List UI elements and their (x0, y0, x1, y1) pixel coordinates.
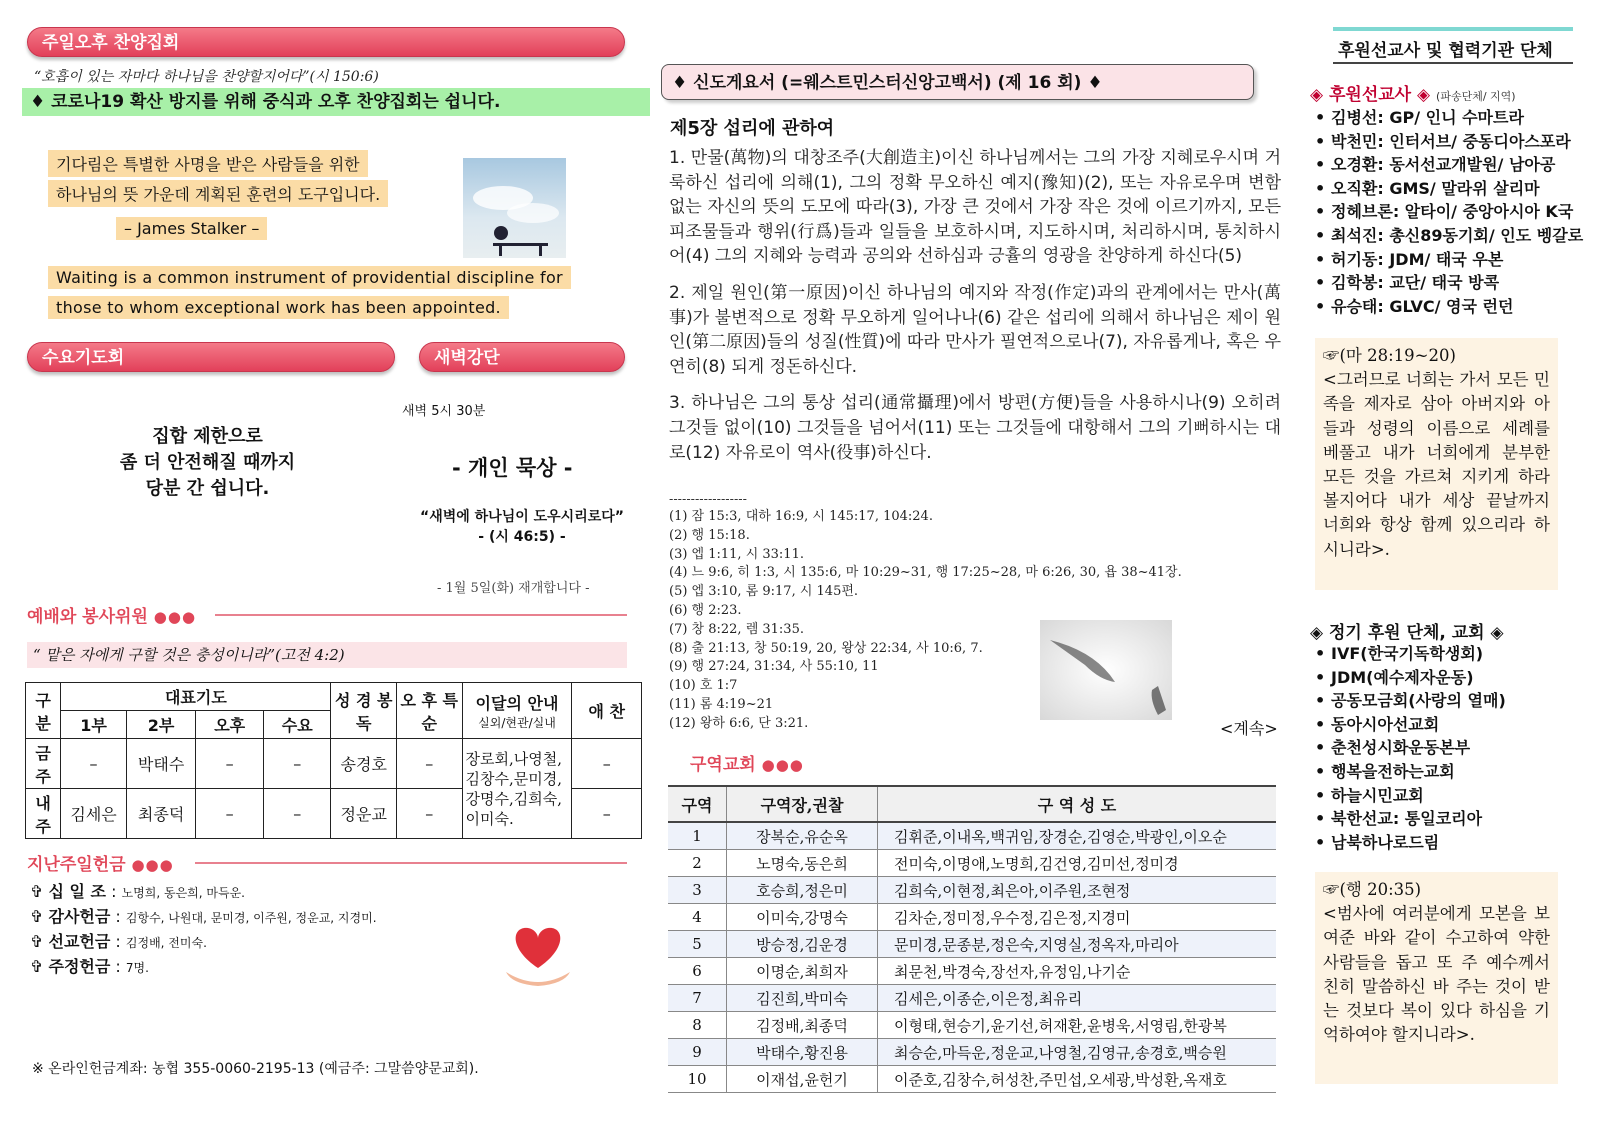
table-cell: 10 (668, 1066, 727, 1093)
reference-item: (6) 행 2:23. (669, 602, 742, 618)
table-cell: 김세은 (61, 789, 127, 839)
list-item: • 오경환: 동서선교개발원/ 남아공 (1315, 155, 1556, 175)
table-cell: 6 (668, 958, 727, 985)
service-verse: “ 맡은 자에게 구할 것은 충성이니라”(고전 4:2) (27, 642, 627, 668)
table-cell: 김정배,최종덕 (727, 1012, 878, 1039)
sunday-verse: “호흡이 있는 자마다 하나님을 찬양할지어다”(시 150:6) (34, 69, 379, 85)
paragraph-2: 2. 제일 원인(第一原因)이신 하나님의 예지와 작정(作定)과의 관계에서는 만사(萬事)가 불변적으로 정확 무오하게 일어나나(6) 같은 섭리에 의해서 하나님은 제이 원인(第二原因)들의 성질(性質)에 따라 만사가 필연적으로나(7), 자유롭게나, 혹은 우연히(8) 되게 정돈하신다. (669, 282, 1281, 377)
offering-title: 지난주일헌금 ●●● (27, 855, 174, 875)
reference-item: (11) 롬 4:19~21 (669, 696, 774, 712)
offering-row: ✞ 감사헌금 : 김항수, 나원대, 문미경, 이주원, 정운교, 지경미. (30, 907, 377, 926)
dawn-verse: “새벽에 하나님이 도우시리로다” (420, 509, 624, 525)
table-cell: 박태수 (126, 739, 196, 789)
reference-item: (2) 행 15:18. (669, 527, 750, 543)
hearts-hands-image (498, 920, 578, 990)
table-cell: 김진희,박미숙 (727, 985, 878, 1012)
verse1-ref: ☞(마 28:19~20) (1323, 346, 1456, 365)
heart-icon (498, 920, 578, 990)
list-item: • 동아시아선교회 (1315, 714, 1440, 734)
verse-box-1 (1315, 338, 1558, 590)
dawn-resume: - 1월 5일(화) 재개합니다 - (437, 581, 590, 596)
table-cell: 호승희,정은미 (727, 877, 878, 904)
hand-icon (1040, 620, 1172, 720)
table-cell: 4 (668, 904, 727, 931)
wednesday-line1: 집합 제한으로 (152, 426, 263, 447)
section-dots-icon: ●●● (153, 608, 197, 626)
table-cell: – (263, 739, 331, 789)
table-cell: 최문천,박경숙,장선자,유정임,나기순 (878, 958, 1277, 985)
reference-item: (12) 왕하 6:6, 단 3:21. (669, 715, 809, 731)
cross-icon: ✞ (30, 957, 44, 976)
reference-item: (3) 엡 1:11, 시 33:11. (669, 546, 804, 562)
paragraph-3: 3. 하나님은 그의 통상 섭리(通常攝理)에서 방편(方便)들을 사용하시나(9) 오히려 그것들 없이(10) 그것들을 넘어서(11) 또는 그것들에 대항해서 그의 기뻐하시는 대로(12) 자유로이 역사(役事)하신다. (669, 393, 1281, 463)
reaching-hands-image (1040, 620, 1172, 720)
table-cell: 박태수,황진용 (727, 1039, 878, 1066)
table-cell: 이미숙,강명숙 (727, 904, 878, 931)
reference-item: (7) 창 8:22, 렘 31:35. (669, 621, 804, 637)
list-item: • 행복을전하는교회 (1315, 761, 1455, 781)
wednesday-line3: 당분 간 쉽니다. (145, 478, 270, 499)
table-cell: 전미숙,이명애,노명희,김건영,김미선,정미경 (878, 850, 1277, 877)
continued-label: <계속> (1220, 719, 1278, 738)
reference-item: (4) 느 9:6, 히 1:3, 시 135:6, 마 10:29~31, 행 17:25~28, 마 6:26, 30, 욥 38~41장. (669, 565, 1182, 581)
verse1-text: <그러므로 너희는 가서 모든 민족을 제자로 삼아 아버지와 아들과 성령의 이름으로 세례를 베풀고 내가 너희에게 분부한 모든 것을 가르쳐 지키게 하라 볼지어다 내가 세상 끝날까지 너희와 항상 함께 있으리라 하시니라>. (1323, 370, 1550, 559)
list-item: • 남북하나로드림 (1315, 832, 1440, 852)
quote-author: – James Stalker – (116, 217, 267, 240)
table-cell: 8 (668, 1012, 727, 1039)
orgs-title: ◈ 정기 후원 단체, 교회 ◈ (1310, 623, 1504, 643)
district-title: 구역교회 ●●● (690, 755, 804, 775)
offering-row: ✞ 선교헌금 : 김정배, 전미숙. (30, 932, 207, 951)
table-cell: 이준호,김창수,허성찬,주민섭,오세광,박성환,옥재호 (878, 1066, 1277, 1093)
table-cell: 방승정,김운경 (727, 931, 878, 958)
dawn-verse-ref: - (시 46:5) - (478, 529, 566, 545)
col-district: 구역 (668, 786, 727, 822)
table-cell: 송경호 (331, 739, 397, 789)
missionaries-note: (파송단체/ 지역) (1436, 90, 1516, 103)
table-cell: – (572, 739, 642, 789)
col-reading: 성 경 봉 독 (331, 683, 397, 739)
table-cell: – (196, 739, 264, 789)
offering-row: ✞ 십 일 조 : 노명희, 동은희, 마득운. (30, 882, 245, 901)
table-cell: 7 (668, 985, 727, 1012)
online-account: ※ 온라인헌금계좌: 농협 355-0060-2195-13 (예금주: 그말씀양문교회). (32, 1061, 479, 1077)
sunday-title: 주일오후 찬양집회 (27, 27, 625, 57)
paragraph-1: 1. 만물(萬物)의 대창조주(大創造主)이신 하나님께서는 그의 가장 지혜로우시며 거룩하신 섭리에 의해(1), 그의 정확 무오하신 예지(豫知)(2), 또는 자유로우며 변함없는 자신의 뜻의 도모에 따라(3), 가장 큰 것에서 가장 작은 것에 이르기까지, 모든 피조물들과 행위(行爲)들과 일들을 보호하시며, 지도하시며, 처리하시며, 통치하시어(4) 그의 지혜와 능력과 공의와 선하심과 긍휼의 영광을 찬양하게 하신다(5) (669, 148, 1281, 267)
col-sub-2: 2부 (126, 711, 196, 739)
list-item: • 박천민: 인터서브/ 중동디아스포라 (1315, 131, 1571, 151)
reference-item: (9) 행 27:24, 31:34, 사 55:10, 11 (669, 659, 879, 675)
list-item: • 김병선: GP/ 인니 수마트라 (1315, 108, 1524, 127)
table-cell: 문미경,문종분,정은숙,지영실,정옥자,마리아 (878, 931, 1277, 958)
table-cell: – (397, 739, 463, 789)
service-divider (215, 614, 627, 616)
reference-item: (10) 호 1:7 (669, 678, 738, 694)
row-next-week-label: 내 주 (26, 789, 61, 839)
table-cell: 김희숙,이현정,최은아,이주원,조현정 (878, 877, 1277, 904)
chapter-title: 제5장 섭리에 관하여 (670, 118, 835, 139)
bench-silhouette-icon (463, 158, 566, 258)
list-item: • 유승태: GLVC/ 영국 런던 (1315, 296, 1514, 316)
dawn-time: 새벽 5시 30분 (402, 404, 486, 419)
refs-divider: ------------------ (669, 492, 747, 506)
table-cell: – (263, 789, 331, 839)
confession-banner: ♦ 신도게요서 (=웨스트민스터신앙고백서) (제 16 회) ♦ (661, 64, 1254, 100)
missionaries-title: ◈ 후원선교사 ◈ (파송단체/ 지역) (1310, 85, 1516, 105)
table-cell: 2 (668, 850, 727, 877)
row-this-week-label: 금 주 (26, 739, 61, 789)
col-leaders: 구역장,권찰 (727, 786, 878, 822)
table-cell: 이형태,현승기,윤기선,허재환,윤병욱,서영림,한광복 (878, 1012, 1277, 1039)
confession-body (669, 146, 1281, 465)
sunday-notice: ♦ 코로나19 확산 방지를 위해 중식과 오후 찬양집회는 쉽니다. (22, 88, 650, 116)
col-sub-3: 오후 (196, 711, 264, 739)
list-item: • JDM(예수제자운동) (1315, 667, 1474, 687)
sky-bench-image (463, 158, 566, 258)
table-cell: 김차순,정미정,우수정,김은정,지경미 (878, 904, 1277, 931)
quote-ko-line2: 하나님의 뜻 가운데 계획된 훈련의 도구입니다. (48, 180, 388, 207)
right-title-underline (1333, 62, 1573, 64)
col-guide: 이달의 안내 실외/현관/실내 (462, 683, 572, 739)
quote-ko-line1: 기다림은 특별한 사명을 받은 사람들을 위한 (48, 150, 368, 177)
table-cell: 노명숙,동은희 (727, 850, 878, 877)
list-item: • 김학봉: 교단/ 태국 방콕 (1315, 273, 1500, 293)
table-cell: 1 (668, 822, 727, 850)
list-item: • IVF(한국기독학생회) (1315, 644, 1484, 663)
table-cell: – (397, 789, 463, 839)
col-members: 구 역 성 도 (878, 786, 1277, 822)
col-gubun: 구 분 (26, 683, 61, 739)
table-cell: 최종덕 (126, 789, 196, 839)
offering-row: ✞ 주정헌금 : 7명. (30, 957, 149, 976)
col-special: 오 후 특 순 (397, 683, 463, 739)
table-cell: – (61, 739, 127, 789)
verse2-ref: ☞(행 20:35) (1323, 880, 1422, 899)
list-item: • 오직환: GMS/ 말라위 살리마 (1315, 178, 1540, 198)
quote-en-line1: Waiting is a common instrument of providential discipline for (48, 266, 571, 289)
table-cell: – (196, 789, 264, 839)
list-item: • 정헤브론: 알타이/ 중앙아시아 K국 (1315, 202, 1574, 222)
dawn-main: - 개인 묵상 - (452, 456, 573, 480)
table-cell: 김세은,이종순,이은정,최유리 (878, 985, 1277, 1012)
table-cell: 이명순,최희자 (727, 958, 878, 985)
cross-icon: ✞ (30, 932, 44, 951)
table-cell: – (572, 789, 642, 839)
cross-icon: ✞ (30, 882, 44, 901)
reference-item: (5) 엡 3:10, 롬 9:17, 시 145편. (669, 584, 859, 600)
guide-names: 장로회,나영철, 김창수,문미경, 강명수,김희숙, 이미숙. (462, 739, 572, 839)
orgs-list (1315, 642, 1506, 854)
col-sub-1: 1부 (61, 711, 127, 739)
col-choir: 애 찬 (572, 683, 642, 739)
wednesday-title: 수요기도회 (27, 342, 395, 372)
table-cell: 정운교 (331, 789, 397, 839)
section-dots-icon: ●●● (761, 756, 804, 774)
list-item: • 하늘시민교회 (1315, 785, 1424, 805)
table-cell: 이재섭,윤헌기 (727, 1066, 878, 1093)
table-cell: 장복순,유순옥 (727, 822, 878, 850)
right-title: 후원선교사 및 협력기관 단체 (1338, 41, 1553, 61)
list-item: • 북한선교: 통일코리아 (1315, 809, 1483, 829)
missionary-list (1315, 106, 1583, 318)
service-table (25, 682, 642, 839)
list-item: • 공동모금회(사랑의 열매) (1315, 691, 1506, 711)
quote-en-line2: those to whom exceptional work has been appointed. (48, 296, 509, 319)
right-accent-bar (1333, 27, 1573, 31)
verse2-text: <범사에 여러분에게 모본을 보여준 바와 같이 수고하여 약한 사람들을 돕고 또 주 예수께서 친히 말씀하신 바 주는 것이 받는 것보다 복이 있다 하심을 기억하여야 할지니라>. (1323, 904, 1550, 1045)
offering-divider (195, 862, 627, 864)
section-dots-icon: ●●● (131, 856, 174, 874)
table-cell: 5 (668, 931, 727, 958)
table-cell: 김휘준,이내옥,백귀임,장경순,김영순,박광인,이오순 (878, 822, 1277, 850)
service-title: 예배와 봉사위원 ●●● (27, 607, 197, 627)
reference-item: (8) 출 21:13, 창 50:19, 20, 왕상 22:34, 사 10:6, 7. (669, 640, 983, 656)
wednesday-line2: 좀 더 안전해질 때까지 (119, 452, 296, 473)
cross-icon: ✞ (30, 907, 44, 926)
col-prayer: 대표기도 (61, 683, 331, 711)
dawn-verse-block (417, 507, 627, 547)
list-item: • 춘천성시화운동본부 (1315, 738, 1471, 758)
list-item: • 허기동: JDM/ 태국 우본 (1315, 249, 1504, 269)
table-cell: 3 (668, 877, 727, 904)
list-item: • 최석진: 총신89동기회/ 인도 벵갈로 (1315, 225, 1584, 245)
table-cell: 9 (668, 1039, 727, 1066)
reference-item: (1) 잠 15:3, 대하 16:9, 시 145:17, 104:24. (669, 509, 933, 524)
verse-box-2 (1315, 872, 1558, 1084)
offering-list (30, 880, 377, 980)
dawn-title: 새벽강단 (419, 342, 625, 372)
district-table (668, 785, 1276, 1093)
wednesday-notice (100, 424, 315, 502)
table-cell: 최승순,마득운,정운교,나영철,김영규,송경호,백승원 (878, 1039, 1277, 1066)
col-sub-4: 수요 (263, 711, 331, 739)
